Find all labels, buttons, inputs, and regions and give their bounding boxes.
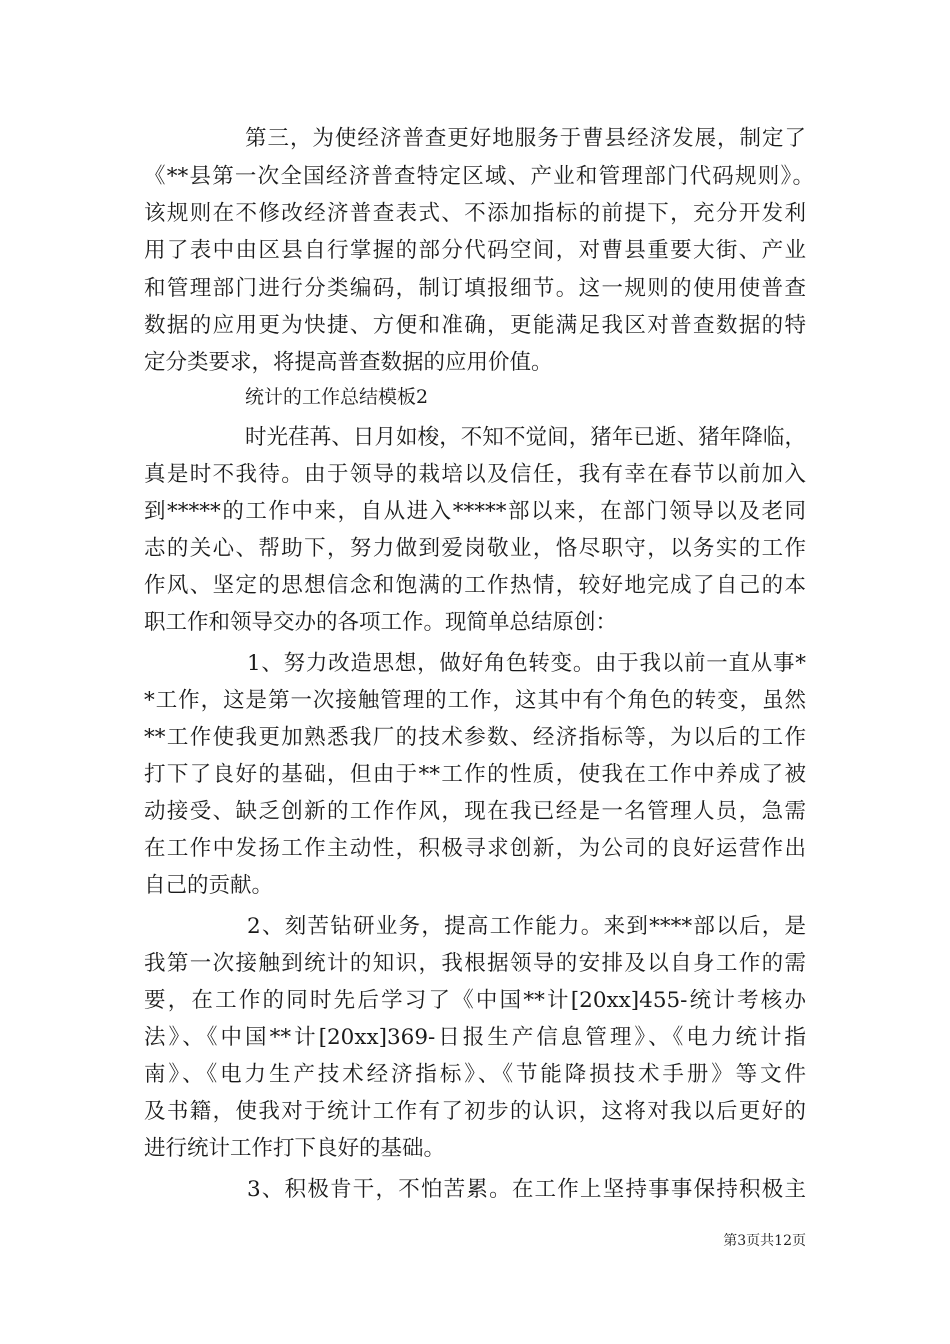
paragraph-line: 职工作和领导交办的各项工作。现简单总结原创： [144,610,618,635]
paragraph-line: 我第一次接触到统计的知识，我根据领导的安排及以自身工作的需 [144,951,806,976]
paragraph-line: 在工作中发扬工作主动性，积极寻求创新，为公司的良好运营作出 [144,836,806,861]
paragraph-line: 定分类要求，将提高普查数据的应用价值。 [144,350,553,375]
paragraph-line: 第三，为使经济普查更好地服务于曹县经济发展，制定了 [245,126,806,151]
page-number-footer: 第3页共12页 [723,1233,806,1249]
paragraph-line: 作风、坚定的思想信念和饱满的工作热情，较好地完成了自己的本 [144,573,806,598]
paragraph-line: 数据的应用更为快捷、方便和准确，更能满足我区对普查数据的特 [144,313,806,338]
paragraph-line: 《**县第一次全国经济普查特定区域、产业和管理部门代码规则》。 [144,164,814,189]
paragraph-line: 自己的贡献。 [144,873,274,898]
paragraph-line: 法》、《中国**计[20xx]369-日报生产信息管理》、《电力统计指 [144,1025,806,1050]
paragraph-line: 进行统计工作打下良好的基础。 [144,1136,446,1161]
paragraph-line: 到*****的工作中来，自从进入*****部以来，在部门领导以及老同 [144,499,806,524]
paragraph-line: 要，在工作的同时先后学习了《中国**计[20xx]455-统计考核办 [144,988,806,1013]
section-heading: 统计的工作总结模板2 [245,386,429,408]
paragraph-line: 动接受、缺乏创新的工作作风，现在我已经是一名管理人员，急需 [144,799,806,824]
paragraph-line: 真是时不我待。由于领导的栽培以及信任，我有幸在春节以前加入 [144,462,806,487]
paragraph-line: 该规则在不修改经济普查表式、不添加指标的前提下，充分开发利 [144,201,806,226]
paragraph-line: 和管理部门进行分类编码，制订填报细节。这一规则的使用使普查 [144,276,806,301]
paragraph-line: 2、刻苦钻研业务，提高工作能力。来到****部以后，是 [247,914,806,939]
paragraph-line: 用了表中由区县自行掌握的部分代码空间，对曹县重要大街、产业 [144,238,806,263]
paragraph-line: 志的关心、帮助下，努力做到爱岗敬业，恪尽职守，以务实的工作 [144,536,806,561]
paragraph-line: *工作，这是第一次接触管理的工作，这其中有个角色的转变，虽然 [144,688,806,713]
paragraph-line: 打下了良好的基础，但由于**工作的性质，使我在工作中养成了被 [144,762,806,787]
paragraph-line: 3、积极肯干，不怕苦累。在工作上坚持事事保持积极主 [247,1177,806,1202]
paragraph-line: 及书籍，使我对于统计工作有了初步的认识，这将对我以后更好的 [144,1099,806,1124]
paragraph-line: 南》、《电力生产技术经济指标》、《节能降损技术手册》等文件 [144,1062,806,1087]
paragraph-line: **工作使我更加熟悉我厂的技术参数、经济指标等，为以后的工作 [144,725,806,750]
paragraph-line: 时光荏苒、日月如梭，不知不觉间，猪年已逝、猪年降临， [245,425,806,450]
paragraph-line: 1、努力改造思想，做好角色转变。由于我以前一直从事* [247,651,806,676]
